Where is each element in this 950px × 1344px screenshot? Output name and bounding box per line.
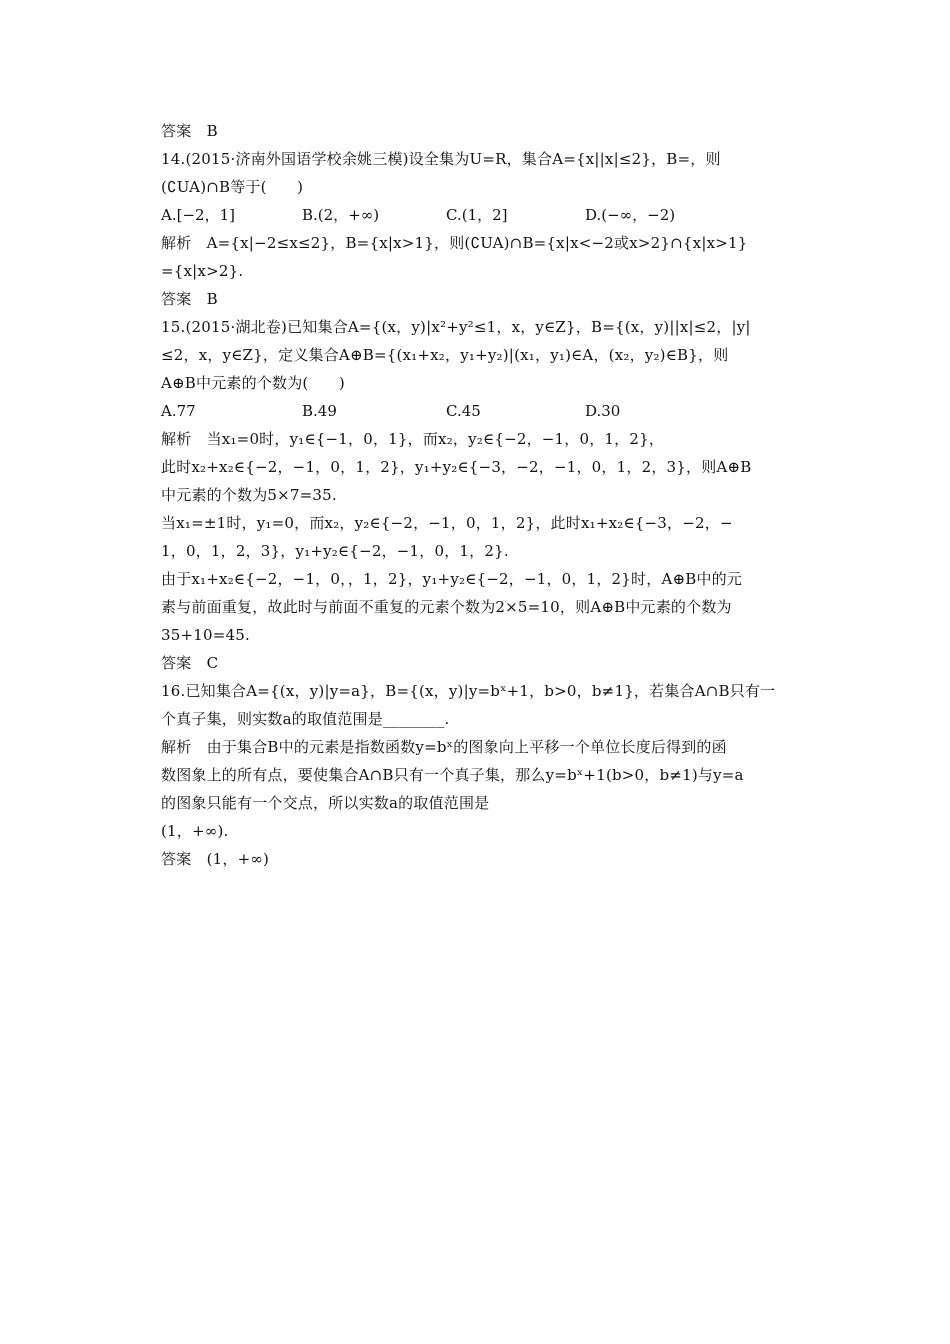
q14-option-a: A.[−2，1] bbox=[161, 206, 235, 224]
text-line: 1，0，1，2，3}，y₁+y₂∈{−2，−1，0，1，2}. bbox=[161, 542, 509, 560]
text-line: 此时x₂+x₂∈{−2，−1，0，1，2}，y₁+y₂∈{−3，−2，−1，0，1，2，3}，则A⊕B bbox=[161, 458, 752, 476]
q14-option-d: D.(−∞，−2) bbox=[585, 206, 676, 224]
text-line: 15.(2015·湖北卷)已知集合A={(x，y)|x²+y²≤1，x，y∈Z}，B={(x，y)||x|≤2，|y| bbox=[161, 318, 751, 336]
text-line: 当x₁=±1时，y₁=0，而x₂，y₂∈{−2，−1，0，1，2}，此时x₁+x₂∈{−3，−2，− bbox=[161, 514, 733, 532]
text-line: 解析 当x₁=0时，y₁∈{−1，0，1}，而x₂，y₂∈{−2，−1，0，1，2}， bbox=[161, 430, 665, 448]
text-line: 14.(2015·济南外国语学校余姚三模)设全集为U=R，集合A={x||x|≤2}，B=，则 bbox=[161, 150, 721, 168]
text-line: 答案 C bbox=[161, 654, 219, 672]
text-line: 数图象上的所有点，要使集合A∩B只有一个真子集，那么y=bˣ+1(b>0，b≠1)与y=a bbox=[161, 766, 744, 784]
text-line: 的图象只能有一个交点，所以实数a的取值范围是 bbox=[161, 794, 490, 812]
text-line: 中元素的个数为5×7=35. bbox=[161, 486, 337, 504]
text-line: 由于x₁+x₂∈{−2，−1，0，，1，2}，y₁+y₂∈{−2，−1，0，1，2}时，A⊕B中的元 bbox=[161, 570, 743, 588]
q14-option-b: B.(2，+∞) bbox=[302, 206, 380, 224]
text-line: 解析 A={x|−2≤x≤2}，B={x|x>1}，则(∁UA)∩B={x|x<−2或x>2}∩{x|x>1} bbox=[161, 234, 748, 252]
q15-option-c: C.45 bbox=[446, 402, 481, 420]
text-line: 答案 B bbox=[161, 290, 218, 308]
text-line: 答案 (1，+∞) bbox=[161, 850, 270, 868]
q15-option-d: D.30 bbox=[585, 402, 621, 420]
text-line: ≤2，x，y∈Z}，定义集合A⊕B={(x₁+x₂，y₁+y₂)|(x₁，y₁)∈A，(x₂，y₂)∈B}，则 bbox=[161, 346, 729, 364]
text-line: 解析 由于集合B中的元素是指数函数y=bˣ的图象向上平移一个单位长度后得到的函 bbox=[161, 738, 727, 756]
text-line: (∁UA)∩B等于( ) bbox=[161, 178, 304, 196]
text-line: 素与前面重复，故此时与前面不重复的元素个数为2×5=10，则A⊕B中元素的个数为 bbox=[161, 598, 732, 616]
q15-option-b: B.49 bbox=[302, 402, 337, 420]
text-line: 35+10=45. bbox=[161, 626, 250, 644]
text-line: A⊕B中元素的个数为( ) bbox=[161, 374, 345, 392]
text-line: (1，+∞). bbox=[161, 822, 229, 840]
text-line: 答案 B bbox=[161, 122, 218, 140]
q15-option-a: A.77 bbox=[161, 402, 196, 420]
text-line: ={x|x>2}. bbox=[161, 262, 244, 280]
text-line: 16.已知集合A={(x，y)|y=a}，B={(x，y)|y=bˣ+1，b>0，b≠1}，若集合A∩B只有一 bbox=[161, 682, 776, 700]
text-line: 个真子集，则实数a的取值范围是________. bbox=[161, 710, 450, 728]
q14-option-c: C.(1，2] bbox=[446, 206, 508, 224]
